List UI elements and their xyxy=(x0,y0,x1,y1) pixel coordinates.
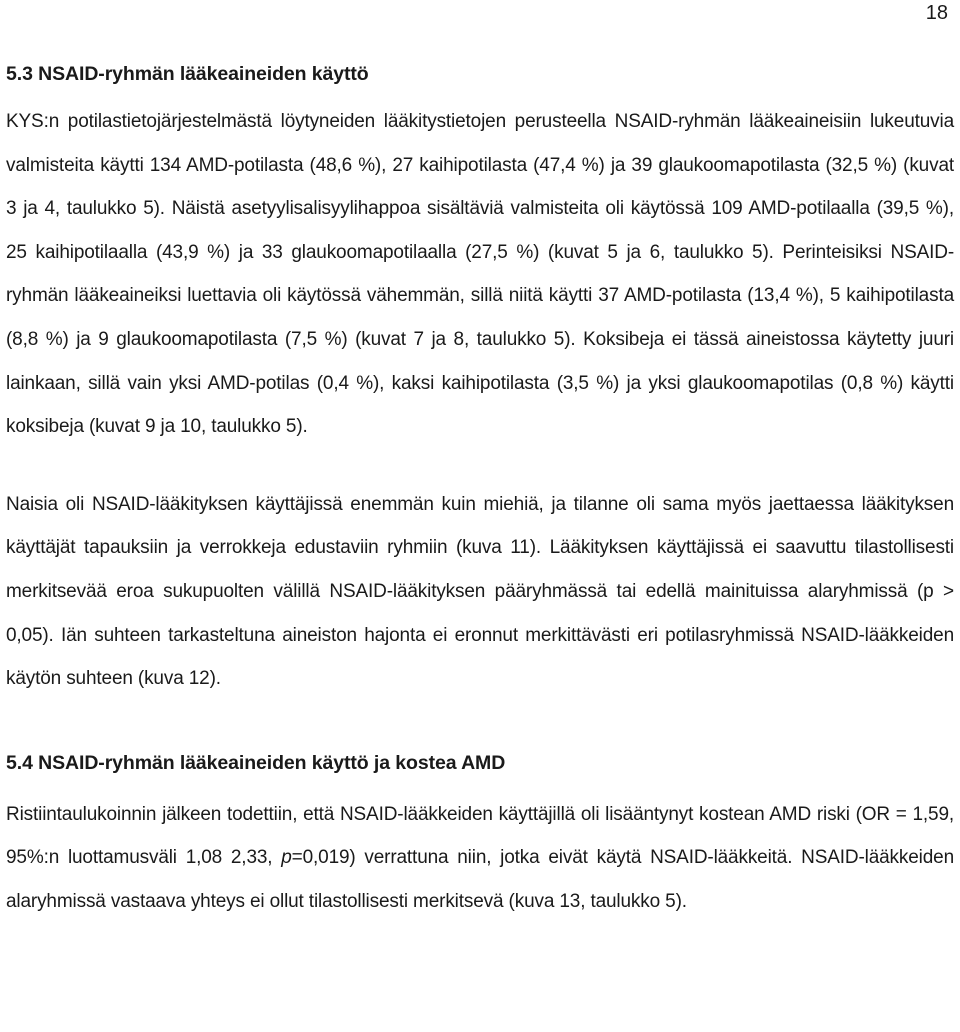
paragraph-text-after: =0,019) verrattuna niin, jotka eivät käytä NSAID-lääkkeitä. NSAID-lääkkeiden alaryhmissä vastaava yhteys ei ollut tilastollisesti merkitsevä (kuva 13, taulukko 5). xyxy=(6,847,954,912)
paragraph-text-before: Ristiintaulukoinnin jälkeen todettiin, että NSAID-lääkkeiden käyttäjillä oli lisääntynyt kostean AMD riski (OR = 1,59, 95%:n luottamusväli 1,08 2,33, xyxy=(6,803,954,869)
document-body xyxy=(6,60,954,924)
page-number: 18 xyxy=(925,2,948,24)
section-heading-5-4: 5.4 NSAID-ryhmän lääkeaineiden käyttö ja kostea AMD xyxy=(6,751,506,774)
p-value-symbol: p xyxy=(281,847,292,869)
section-heading-5-3: 5.3 NSAID-ryhmän lääkeaineiden käyttö xyxy=(6,63,369,85)
paragraph-wet-amd-risk xyxy=(6,793,954,924)
paragraph-gender-age: Naisia oli NSAID-lääkityksen käyttäjissä enemmän kuin miehiä, ja tilanne oli sama myös jaettaessa lääkityksen käyttäjät tapauksiin ja verrokkeja edustaviin ryhmiin (kuva 11). Lääkityksen käyttäjissä ei saavuttu tilastollisesti merkitsevää eroa sukupuolten välillä NSAID-lääkityksen pääryhmässä tai edellä mainituissa alaryhmissä (p > 0,05). Iän suhteen tarkasteltuna aineiston hajonta ei eronnut merkittävästi eri potilasryhmissä NSAID-lääkkeiden käytön suhteen (kuva 12). xyxy=(6,493,954,690)
paragraph-nsaid-usage: KYS:n potilastietojärjestelmästä löytyneiden lääkitystietojen perusteella NSAID-ryhmän lääkeaineisiin lukeutuvia valmisteita käytti 134 AMD-potilasta (48,6 %), 27 kaihipotilasta (47,4 %) ja 39 glaukoomapotilasta (32,5 %) (kuvat 3 ja 4, taulukko 5). Näistä asetyylisalisyylihappoa sisältäviä valmisteita oli käytössä 109 AMD-potilaalla (39,5 %), 25 kaihipotilaalla (43,9 %) ja 33 glaukoomapotilaalla (27,5 %) (kuvat 5 ja 6, taulukko 5). Perinteisiksi NSAID-ryhmän lääkeaineiksi luettavia oli käytössä vähemmän, sillä niitä käytti 37 AMD-potilasta (13,4 %), 5 kaihipotilasta (8,8 %) ja 9 glaukoomapotilasta (7,5 %) (kuvat 7 ja 8, taulukko 5). Koksibeja ei tässä aineistossa käytetty juuri lainkaan, sillä vain yksi AMD-potilas (0,4 %), kaksi kaihipotilasta (3,5 %) ja yksi glaukoomapotilas (0,8 %) käytti koksibeja (kuvat 9 ja 10, taulukko 5). xyxy=(6,111,954,438)
